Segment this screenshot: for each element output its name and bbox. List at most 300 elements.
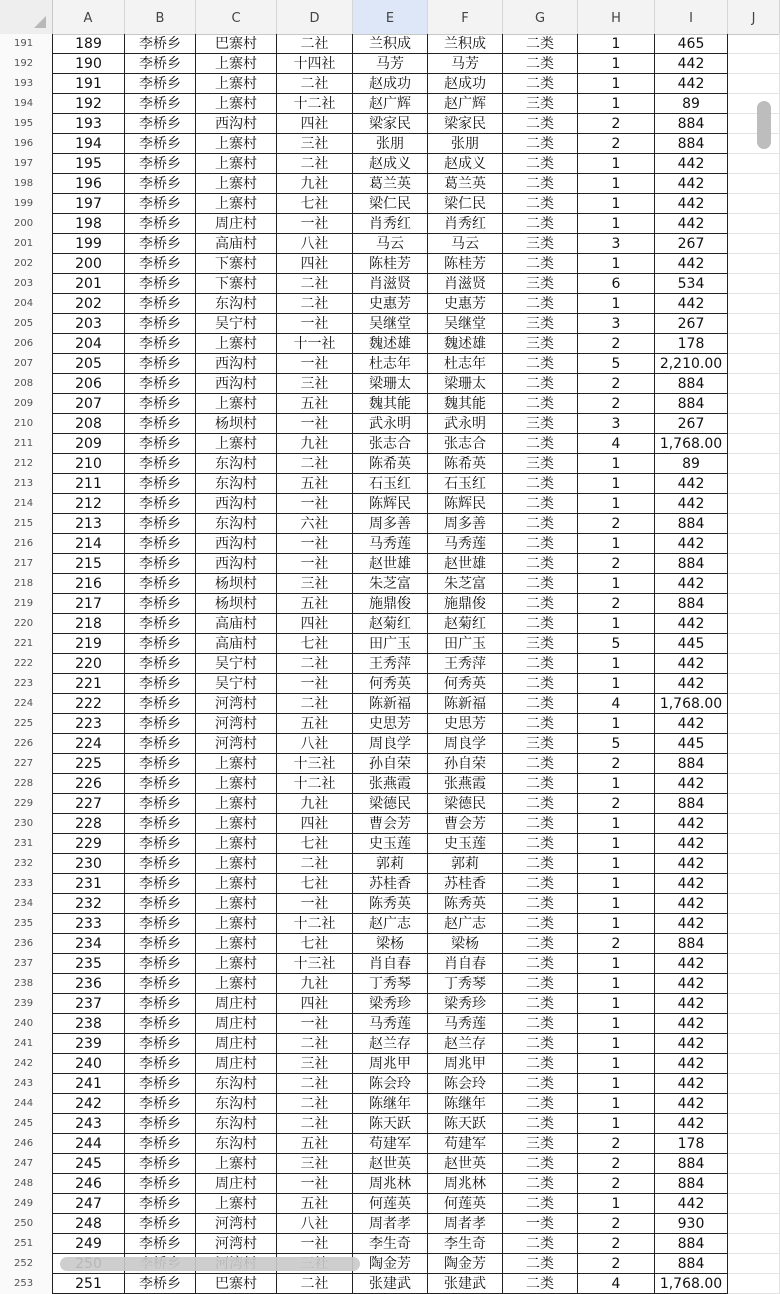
cell-group[interactable]: 九社 (277, 794, 353, 814)
cell-index[interactable]: 191 (52, 74, 125, 94)
cell-township[interactable]: 李桥乡 (125, 1094, 196, 1114)
cell-name[interactable]: 张燕霞 (353, 774, 428, 794)
cell-index[interactable]: 230 (52, 854, 125, 874)
cell-group[interactable]: 一社 (277, 674, 353, 694)
cell-group[interactable]: 二社 (277, 74, 353, 94)
row-number[interactable]: 193 (0, 74, 52, 94)
row-number[interactable]: 213 (0, 474, 52, 494)
cell-name[interactable]: 史思芳 (353, 714, 428, 734)
cell-head[interactable]: 武永明 (428, 414, 503, 434)
cell-township[interactable]: 李桥乡 (125, 694, 196, 714)
cell-township[interactable]: 李桥乡 (125, 354, 196, 374)
row-number[interactable]: 200 (0, 214, 52, 234)
cell-township[interactable]: 李桥乡 (125, 114, 196, 134)
cell-group[interactable]: 八社 (277, 234, 353, 254)
row-number[interactable]: 205 (0, 314, 52, 334)
row-number[interactable]: 222 (0, 654, 52, 674)
cell-category[interactable]: 三类 (503, 274, 578, 294)
row-number[interactable]: 207 (0, 354, 52, 374)
cell-township[interactable]: 李桥乡 (125, 894, 196, 914)
cell-index[interactable]: 236 (52, 974, 125, 994)
cell-count[interactable]: 3 (578, 414, 655, 434)
cell-empty[interactable] (728, 394, 780, 414)
cell-village[interactable]: 东沟村 (196, 514, 277, 534)
cell-village[interactable]: 东沟村 (196, 454, 277, 474)
cell-name[interactable]: 张建武 (353, 1274, 428, 1294)
cell-head[interactable]: 赵广志 (428, 914, 503, 934)
row-number[interactable]: 220 (0, 614, 52, 634)
cell-category[interactable]: 二类 (503, 1074, 578, 1094)
cell-group[interactable]: 三社 (277, 1054, 353, 1074)
cell-township[interactable]: 李桥乡 (125, 1134, 196, 1154)
row-number[interactable]: 212 (0, 454, 52, 474)
cell-amount[interactable]: 442 (655, 954, 728, 974)
cell-amount[interactable]: 442 (655, 614, 728, 634)
cell-head[interactable]: 陈新福 (428, 694, 503, 714)
cell-name[interactable]: 赵成义 (353, 154, 428, 174)
cell-head[interactable]: 梁德民 (428, 794, 503, 814)
cell-village[interactable]: 吴宁村 (196, 654, 277, 674)
cell-group[interactable]: 三社 (277, 134, 353, 154)
cell-amount[interactable]: 442 (655, 854, 728, 874)
row-number[interactable]: 226 (0, 734, 52, 754)
cell-township[interactable]: 李桥乡 (125, 754, 196, 774)
cell-category[interactable]: 二类 (503, 954, 578, 974)
cell-head[interactable]: 周兆甲 (428, 1054, 503, 1074)
cell-name[interactable]: 杜志年 (353, 354, 428, 374)
cell-name[interactable]: 梁珊太 (353, 374, 428, 394)
cell-category[interactable]: 三类 (503, 94, 578, 114)
cell-category[interactable]: 二类 (503, 34, 578, 54)
cell-index[interactable]: 202 (52, 294, 125, 314)
cell-category[interactable]: 三类 (503, 1134, 578, 1154)
cell-index[interactable]: 197 (52, 194, 125, 214)
cell-empty[interactable] (728, 914, 780, 934)
cell-index[interactable]: 249 (52, 1234, 125, 1254)
cell-amount[interactable]: 442 (655, 254, 728, 274)
cell-village[interactable]: 上寨村 (196, 954, 277, 974)
cell-name[interactable]: 周兆甲 (353, 1054, 428, 1074)
cell-group[interactable]: 八社 (277, 734, 353, 754)
cell-index[interactable]: 198 (52, 214, 125, 234)
cell-name[interactable]: 赵广志 (353, 914, 428, 934)
cell-name[interactable]: 苏桂香 (353, 874, 428, 894)
cell-index[interactable]: 234 (52, 934, 125, 954)
cell-amount[interactable]: 442 (655, 674, 728, 694)
cell-village[interactable]: 西沟村 (196, 534, 277, 554)
cell-group[interactable]: 二社 (277, 1034, 353, 1054)
row-number[interactable]: 191 (0, 34, 52, 54)
cell-township[interactable]: 李桥乡 (125, 174, 196, 194)
cell-name[interactable]: 孙自荣 (353, 754, 428, 774)
cell-village[interactable]: 高庙村 (196, 634, 277, 654)
cell-amount[interactable]: 884 (655, 794, 728, 814)
cell-index[interactable]: 248 (52, 1214, 125, 1234)
cell-village[interactable]: 杨坝村 (196, 594, 277, 614)
cell-amount[interactable]: 442 (655, 214, 728, 234)
cell-empty[interactable] (728, 1234, 780, 1254)
cell-township[interactable]: 李桥乡 (125, 394, 196, 414)
cell-township[interactable]: 李桥乡 (125, 994, 196, 1014)
cell-category[interactable]: 二类 (503, 134, 578, 154)
cell-amount[interactable]: 442 (655, 474, 728, 494)
cell-group[interactable]: 三社 (277, 574, 353, 594)
row-number[interactable]: 238 (0, 974, 52, 994)
row-number[interactable]: 246 (0, 1134, 52, 1154)
cell-amount[interactable]: 442 (655, 1194, 728, 1214)
row-number[interactable]: 192 (0, 54, 52, 74)
cell-count[interactable]: 1 (578, 814, 655, 834)
cell-amount[interactable]: 442 (655, 154, 728, 174)
cell-name[interactable]: 何莲英 (353, 1194, 428, 1214)
cell-township[interactable]: 李桥乡 (125, 494, 196, 514)
cell-village[interactable]: 东沟村 (196, 294, 277, 314)
cell-category[interactable]: 二类 (503, 1174, 578, 1194)
cell-name[interactable]: 朱芝富 (353, 574, 428, 594)
cell-category[interactable]: 二类 (503, 594, 578, 614)
cell-index[interactable]: 210 (52, 454, 125, 474)
cell-category[interactable]: 二类 (503, 814, 578, 834)
cell-township[interactable]: 李桥乡 (125, 854, 196, 874)
cell-empty[interactable] (728, 1094, 780, 1114)
cell-head[interactable]: 杜志年 (428, 354, 503, 374)
cell-count[interactable]: 4 (578, 1274, 655, 1294)
cell-count[interactable]: 6 (578, 274, 655, 294)
cell-name[interactable]: 马秀莲 (353, 1014, 428, 1034)
cell-head[interactable]: 赵兰存 (428, 1034, 503, 1054)
row-number[interactable]: 249 (0, 1194, 52, 1214)
cell-village[interactable]: 周庄村 (196, 1054, 277, 1074)
cell-village[interactable]: 上寨村 (196, 794, 277, 814)
cell-name[interactable]: 魏其能 (353, 394, 428, 414)
cell-group[interactable]: 一社 (277, 554, 353, 574)
cell-name[interactable]: 施鼎俊 (353, 594, 428, 614)
cell-category[interactable]: 二类 (503, 934, 578, 954)
cell-township[interactable]: 李桥乡 (125, 1194, 196, 1214)
cell-index[interactable]: 199 (52, 234, 125, 254)
cell-head[interactable]: 梁仁民 (428, 194, 503, 214)
cell-count[interactable]: 2 (578, 1174, 655, 1194)
cell-township[interactable]: 李桥乡 (125, 154, 196, 174)
column-header-h[interactable]: H (578, 0, 655, 34)
cell-empty[interactable] (728, 574, 780, 594)
row-number[interactable]: 202 (0, 254, 52, 274)
cell-head[interactable]: 田广玉 (428, 634, 503, 654)
cell-name[interactable]: 梁杨 (353, 934, 428, 954)
cell-index[interactable]: 245 (52, 1154, 125, 1174)
cell-index[interactable]: 246 (52, 1174, 125, 1194)
cell-category[interactable]: 三类 (503, 314, 578, 334)
row-number[interactable]: 204 (0, 294, 52, 314)
cell-amount[interactable]: 442 (655, 54, 728, 74)
cell-empty[interactable] (728, 1074, 780, 1094)
cell-amount[interactable]: 884 (655, 1234, 728, 1254)
cell-category[interactable]: 二类 (503, 1254, 578, 1274)
cell-empty[interactable] (728, 154, 780, 174)
cell-category[interactable]: 二类 (503, 794, 578, 814)
cell-village[interactable]: 高庙村 (196, 234, 277, 254)
cell-head[interactable]: 史玉莲 (428, 834, 503, 854)
row-number[interactable]: 218 (0, 574, 52, 594)
cell-amount[interactable]: 465 (655, 34, 728, 54)
cell-category[interactable]: 二类 (503, 994, 578, 1014)
cell-village[interactable]: 上寨村 (196, 334, 277, 354)
cell-count[interactable]: 2 (578, 334, 655, 354)
cell-group[interactable]: 三社 (277, 374, 353, 394)
cell-name[interactable]: 陈希英 (353, 454, 428, 474)
cell-amount[interactable]: 442 (655, 654, 728, 674)
cell-empty[interactable] (728, 34, 780, 54)
cell-index[interactable]: 190 (52, 54, 125, 74)
cell-count[interactable]: 1 (578, 874, 655, 894)
cell-amount[interactable]: 442 (655, 1034, 728, 1054)
cell-index[interactable]: 212 (52, 494, 125, 514)
cell-empty[interactable] (728, 814, 780, 834)
cell-village[interactable]: 周庄村 (196, 1014, 277, 1034)
cell-village[interactable]: 东沟村 (196, 474, 277, 494)
row-number[interactable]: 224 (0, 694, 52, 714)
cell-group[interactable]: 四社 (277, 614, 353, 634)
cell-category[interactable]: 二类 (503, 834, 578, 854)
cell-amount[interactable]: 884 (655, 554, 728, 574)
cell-head[interactable]: 张朋 (428, 134, 503, 154)
cell-village[interactable]: 上寨村 (196, 834, 277, 854)
cell-head[interactable]: 马芳 (428, 54, 503, 74)
cell-head[interactable]: 陈桂芳 (428, 254, 503, 274)
cell-empty[interactable] (728, 454, 780, 474)
cell-township[interactable]: 李桥乡 (125, 554, 196, 574)
cell-index[interactable]: 204 (52, 334, 125, 354)
cell-group[interactable]: 二社 (277, 1074, 353, 1094)
cell-index[interactable]: 189 (52, 34, 125, 54)
cell-name[interactable]: 陈继年 (353, 1094, 428, 1114)
cell-count[interactable]: 2 (578, 374, 655, 394)
cell-township[interactable]: 李桥乡 (125, 774, 196, 794)
cell-count[interactable]: 1 (578, 94, 655, 114)
row-number[interactable]: 201 (0, 234, 52, 254)
row-number[interactable]: 196 (0, 134, 52, 154)
cell-village[interactable]: 上寨村 (196, 774, 277, 794)
cell-township[interactable]: 李桥乡 (125, 874, 196, 894)
cell-index[interactable]: 238 (52, 1014, 125, 1034)
cell-group[interactable]: 五社 (277, 1134, 353, 1154)
cell-count[interactable]: 1 (578, 1074, 655, 1094)
cell-amount[interactable]: 884 (655, 1174, 728, 1194)
row-number[interactable]: 243 (0, 1074, 52, 1094)
cell-amount[interactable]: 442 (655, 894, 728, 914)
cell-category[interactable]: 二类 (503, 254, 578, 274)
cell-head[interactable]: 陈天跃 (428, 1114, 503, 1134)
row-number[interactable]: 237 (0, 954, 52, 974)
cell-amount[interactable]: 442 (655, 1074, 728, 1094)
cell-village[interactable]: 周庄村 (196, 1034, 277, 1054)
cell-empty[interactable] (728, 734, 780, 754)
cell-name[interactable]: 梁秀珍 (353, 994, 428, 1014)
cell-head[interactable]: 梁珊太 (428, 374, 503, 394)
cell-category[interactable]: 二类 (503, 854, 578, 874)
cell-amount[interactable]: 884 (655, 1154, 728, 1174)
cell-category[interactable]: 二类 (503, 214, 578, 234)
cell-index[interactable]: 216 (52, 574, 125, 594)
cell-township[interactable]: 李桥乡 (125, 294, 196, 314)
cell-village[interactable]: 东沟村 (196, 1074, 277, 1094)
cell-count[interactable]: 1 (578, 994, 655, 1014)
cell-name[interactable]: 赵菊红 (353, 614, 428, 634)
cell-head[interactable]: 肖秀红 (428, 214, 503, 234)
cell-head[interactable]: 赵世雄 (428, 554, 503, 574)
cell-name[interactable]: 兰积成 (353, 34, 428, 54)
cell-group[interactable]: 九社 (277, 434, 353, 454)
cell-count[interactable]: 2 (578, 754, 655, 774)
cell-group[interactable]: 二社 (277, 854, 353, 874)
cell-head[interactable]: 魏述雄 (428, 334, 503, 354)
cell-index[interactable]: 195 (52, 154, 125, 174)
cell-index[interactable]: 225 (52, 754, 125, 774)
cell-name[interactable]: 肖滋贤 (353, 274, 428, 294)
cell-index[interactable]: 229 (52, 834, 125, 854)
cell-index[interactable]: 231 (52, 874, 125, 894)
cell-village[interactable]: 上寨村 (196, 94, 277, 114)
cell-name[interactable]: 李生奇 (353, 1234, 428, 1254)
cell-category[interactable]: 二类 (503, 694, 578, 714)
cell-empty[interactable] (728, 714, 780, 734)
cell-name[interactable]: 梁仁民 (353, 194, 428, 214)
cell-head[interactable]: 王秀萍 (428, 654, 503, 674)
cell-count[interactable]: 2 (578, 134, 655, 154)
cell-village[interactable]: 河湾村 (196, 694, 277, 714)
cell-group[interactable]: 二社 (277, 654, 353, 674)
cell-name[interactable]: 张志合 (353, 434, 428, 454)
cell-category[interactable]: 二类 (503, 754, 578, 774)
row-number[interactable]: 219 (0, 594, 52, 614)
cell-count[interactable]: 2 (578, 1214, 655, 1234)
cell-group[interactable]: 四社 (277, 814, 353, 834)
cell-group[interactable]: 十二社 (277, 774, 353, 794)
cell-empty[interactable] (728, 834, 780, 854)
cell-head[interactable]: 何莲英 (428, 1194, 503, 1214)
cell-head[interactable]: 马秀莲 (428, 534, 503, 554)
cell-amount[interactable]: 442 (655, 534, 728, 554)
cell-head[interactable]: 何秀英 (428, 674, 503, 694)
cell-category[interactable]: 二类 (503, 1034, 578, 1054)
cell-township[interactable]: 李桥乡 (125, 274, 196, 294)
cell-head[interactable]: 陈会玲 (428, 1074, 503, 1094)
row-number[interactable]: 206 (0, 334, 52, 354)
cell-head[interactable]: 李生奇 (428, 1234, 503, 1254)
cell-count[interactable]: 1 (578, 1194, 655, 1214)
cell-village[interactable]: 河湾村 (196, 734, 277, 754)
cell-group[interactable]: 十二社 (277, 914, 353, 934)
cell-count[interactable]: 2 (578, 514, 655, 534)
cell-count[interactable]: 1 (578, 294, 655, 314)
cell-head[interactable]: 孙自荣 (428, 754, 503, 774)
cell-count[interactable]: 4 (578, 434, 655, 454)
cell-name[interactable]: 田广玉 (353, 634, 428, 654)
cell-index[interactable]: 241 (52, 1074, 125, 1094)
cell-amount[interactable]: 1,768.00 (655, 694, 728, 714)
cell-category[interactable]: 二类 (503, 874, 578, 894)
cell-township[interactable]: 李桥乡 (125, 814, 196, 834)
cell-index[interactable]: 237 (52, 994, 125, 1014)
cell-head[interactable]: 陶金芳 (428, 1254, 503, 1274)
cell-count[interactable]: 2 (578, 1254, 655, 1274)
cell-group[interactable]: 六社 (277, 514, 353, 534)
cell-amount[interactable]: 884 (655, 754, 728, 774)
cell-count[interactable]: 1 (578, 194, 655, 214)
cell-head[interactable]: 张建武 (428, 1274, 503, 1294)
cell-village[interactable]: 上寨村 (196, 434, 277, 454)
cell-group[interactable]: 七社 (277, 874, 353, 894)
cell-empty[interactable] (728, 614, 780, 634)
cell-village[interactable]: 上寨村 (196, 854, 277, 874)
cell-name[interactable]: 史玉莲 (353, 834, 428, 854)
cell-count[interactable]: 1 (578, 834, 655, 854)
cell-township[interactable]: 李桥乡 (125, 414, 196, 434)
cell-head[interactable]: 梁秀珍 (428, 994, 503, 1014)
cell-empty[interactable] (728, 794, 780, 814)
cell-village[interactable]: 上寨村 (196, 934, 277, 954)
cell-count[interactable]: 2 (578, 934, 655, 954)
cell-empty[interactable] (728, 1114, 780, 1134)
cell-amount[interactable]: 442 (655, 74, 728, 94)
cell-amount[interactable]: 1,768.00 (655, 1274, 728, 1294)
cell-count[interactable]: 3 (578, 234, 655, 254)
cell-empty[interactable] (728, 414, 780, 434)
cell-amount[interactable]: 442 (655, 174, 728, 194)
cell-index[interactable]: 227 (52, 794, 125, 814)
cell-category[interactable]: 二类 (503, 194, 578, 214)
cell-count[interactable]: 1 (578, 854, 655, 874)
cell-head[interactable]: 陈秀英 (428, 894, 503, 914)
cell-amount[interactable]: 442 (655, 994, 728, 1014)
cell-index[interactable]: 240 (52, 1054, 125, 1074)
cell-category[interactable]: 三类 (503, 454, 578, 474)
cell-head[interactable]: 赵世英 (428, 1154, 503, 1174)
cell-name[interactable]: 马芳 (353, 54, 428, 74)
cell-empty[interactable] (728, 334, 780, 354)
cell-head[interactable]: 张燕霞 (428, 774, 503, 794)
cell-township[interactable]: 李桥乡 (125, 1054, 196, 1074)
cell-empty[interactable] (728, 234, 780, 254)
row-number[interactable]: 197 (0, 154, 52, 174)
cell-count[interactable]: 1 (578, 254, 655, 274)
cell-name[interactable]: 陶金芳 (353, 1254, 428, 1274)
cell-count[interactable]: 2 (578, 394, 655, 414)
cell-index[interactable]: 251 (52, 1274, 125, 1294)
cell-group[interactable]: 七社 (277, 834, 353, 854)
cell-empty[interactable] (728, 934, 780, 954)
cell-group[interactable]: 一社 (277, 414, 353, 434)
cell-empty[interactable] (728, 54, 780, 74)
cell-head[interactable]: 马秀莲 (428, 1014, 503, 1034)
cell-amount[interactable]: 442 (655, 834, 728, 854)
cell-township[interactable]: 李桥乡 (125, 454, 196, 474)
cell-amount[interactable]: 267 (655, 414, 728, 434)
row-number[interactable]: 199 (0, 194, 52, 214)
cell-index[interactable]: 211 (52, 474, 125, 494)
cell-index[interactable]: 209 (52, 434, 125, 454)
cell-category[interactable]: 三类 (503, 234, 578, 254)
cell-group[interactable]: 七社 (277, 634, 353, 654)
cell-index[interactable]: 226 (52, 774, 125, 794)
cell-township[interactable]: 李桥乡 (125, 614, 196, 634)
row-number[interactable]: 250 (0, 1214, 52, 1234)
cell-index[interactable]: 247 (52, 1194, 125, 1214)
cell-township[interactable]: 李桥乡 (125, 674, 196, 694)
cell-index[interactable]: 192 (52, 94, 125, 114)
row-number[interactable]: 228 (0, 774, 52, 794)
cell-village[interactable]: 周庄村 (196, 1174, 277, 1194)
